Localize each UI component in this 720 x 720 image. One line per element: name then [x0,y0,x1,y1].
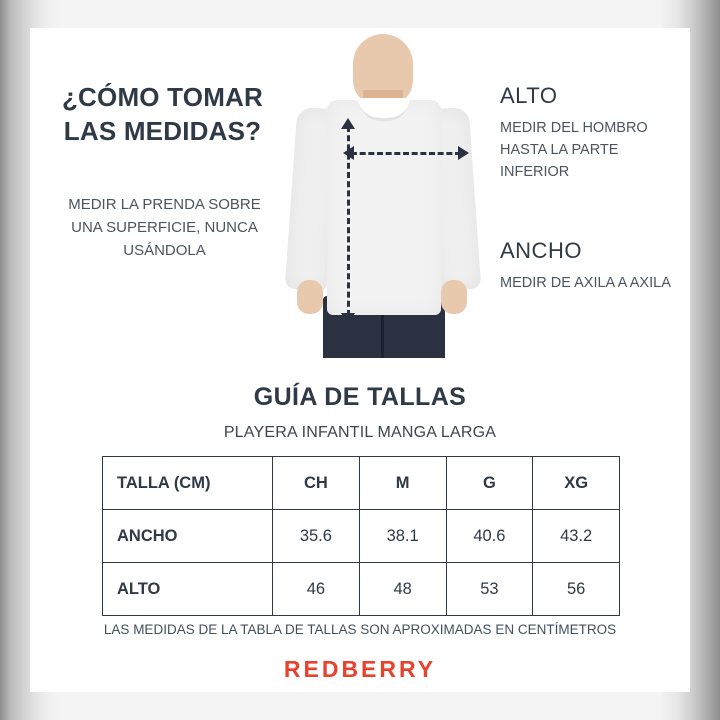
table-row [103,510,620,563]
size-guide-title: GUÍA DE TALLAS [253,383,467,411]
alto-text: MEDIR DEL HOMBRO HASTA LA PARTE INFERIOR [500,120,648,180]
table-header-cell: G [446,457,533,510]
measuring-instructions-section [30,28,690,358]
table-header-row [103,457,620,510]
model-hand-left [297,280,323,314]
table-cell: 46 [273,563,360,616]
shirt-illustration [275,28,490,358]
table-cell: 40.6 [446,510,533,563]
model-hand-right [441,280,467,314]
ancho-instruction [500,238,690,294]
page-title: ¿CÓMO TOMAR LAS MEDIDAS? [61,82,264,146]
table-header-cell: CH [273,457,360,510]
table-cell: 53 [446,563,533,616]
ancho-text: MEDIR DE AXILA A AXILA [500,275,671,291]
table-cell: 35.6 [273,510,360,563]
table-cell: 43.2 [533,510,620,563]
table-note: LAS MEDIDAS DE LA TABLA DE TALLAS SON APROXIMADAS EN CENTÍMETROS [103,622,617,637]
height-arrow-icon [341,118,355,324]
table-header-cell: TALLA (CM) [103,457,273,510]
ancho-title: ANCHO [500,238,582,263]
alto-instruction [500,83,690,183]
size-guide-subtitle: PLAYERA INFANTIL MANGA LARGA [223,424,497,441]
size-table [102,456,620,616]
table-header-cell: XG [533,457,620,510]
infographic-page [30,28,690,692]
table-cell: 56 [533,563,620,616]
measuring-subtext: MEDIR LA PRENDA SOBRE UNA SUPERFICIE, NUNCA USÁNDOLA [68,196,261,259]
brand-logo: REDBERRY [283,656,437,682]
row-label: ALTO [103,563,273,616]
table-header-cell: M [359,457,446,510]
alto-title: ALTO [500,83,558,108]
table-cell: 38.1 [359,510,446,563]
row-label: ANCHO [103,510,273,563]
table-cell: 48 [359,563,446,616]
table-row [103,563,620,616]
width-arrow-icon [343,146,469,160]
